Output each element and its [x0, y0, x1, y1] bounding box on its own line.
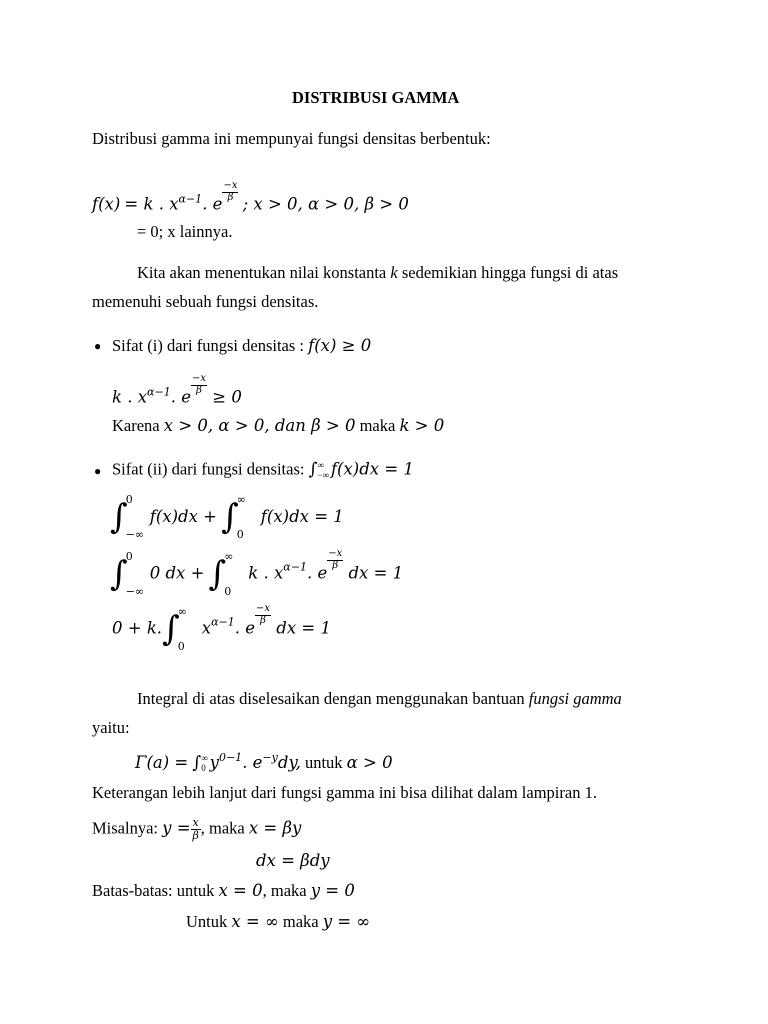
misalnya-line: Misalnya: y = $\frac{x}{\beta}$, maka x = βy — [92, 816, 302, 843]
integral-icon: ∫ — [110, 553, 128, 594]
property-1-label: Sifat (i) dari fungsi densitas : f(x) ≥ 0 — [112, 336, 372, 355]
property-2-label: Sifat (ii) dari fungsi densitas: ∫ ∞ −∞ f(x)dx = 1 — [112, 459, 414, 480]
untuk-line: Untuk x = ∞ maka y = ∞ — [186, 912, 371, 931]
otherwise-line: = 0; x lainnya. — [137, 222, 233, 241]
gamma-function: Γ(a) = ∫ ∞ 0 $y^{0-1}$. $e^{-y}dy$, untuk α > 0 — [135, 751, 393, 774]
integral-icon: ∫ — [192, 753, 202, 773]
integral-icon: ∫ — [308, 459, 318, 480]
property-1-conclusion: Karena x > 0, α > 0, dan β > 0 maka k > 0 — [112, 416, 445, 435]
bullet-icon: ● — [94, 339, 102, 353]
integral-equation-1: ∫ 0 −∞ f(x)dx + ∫ ∞ 0 f(x)dx = 1 — [110, 493, 344, 541]
integral-equation-3: 0 + k.∫ ∞ 0 $x^{\alpha-1}$. e $\frac{-x}{\beta}$ dx = 1 — [112, 603, 331, 653]
property-1-formula: k . $x^{\alpha-1}$. e $\frac{-x}{\beta}$ ≥ 0 — [112, 373, 242, 407]
bullet-icon: ● — [94, 464, 102, 478]
intro-text: Distribusi gamma ini mempunyai fungsi densitas berbentuk: — [92, 129, 491, 148]
integral-icon: ∫ — [162, 608, 180, 649]
paragraph-2-line-2: yaitu: — [92, 718, 130, 737]
integral-equation-2: ∫ 0 −∞ 0 dx + ∫ ∞ 0 k . $x^{\alpha-1}$. e $\frac{-x}{\beta}$ dx = 1 — [110, 548, 404, 598]
dx-line: dx = βdy — [256, 851, 330, 870]
integral-icon: ∫ — [221, 497, 239, 537]
integral-icon: ∫ — [208, 553, 227, 594]
integral-icon: ∫ — [110, 497, 128, 537]
page-title: DISTRIBUSI GAMMA — [292, 88, 460, 107]
density-formula: f(x) = k . $x^{\alpha-1}$. e $\frac{-x}{\beta}$ ; x > 0, α > 0, β > 0 — [92, 180, 409, 214]
paragraph-1-line-1: Kita akan menentukan nilai konstanta k sedemikian hingga fungsi di atas — [137, 263, 619, 282]
paragraph-2-line-1: Integral di atas diselesaikan dengan menggunakan bantuan fungsi gamma — [137, 689, 622, 708]
batas-line: Batas-batas: untuk x = 0, maka y = 0 — [92, 881, 355, 900]
keterangan-line: Keterangan lebih lanjut dari fungsi gamma ini bisa dilihat dalam lampiran 1. — [92, 783, 597, 802]
paragraph-1-line-2: memenuhi sebuah fungsi densitas. — [92, 292, 319, 311]
